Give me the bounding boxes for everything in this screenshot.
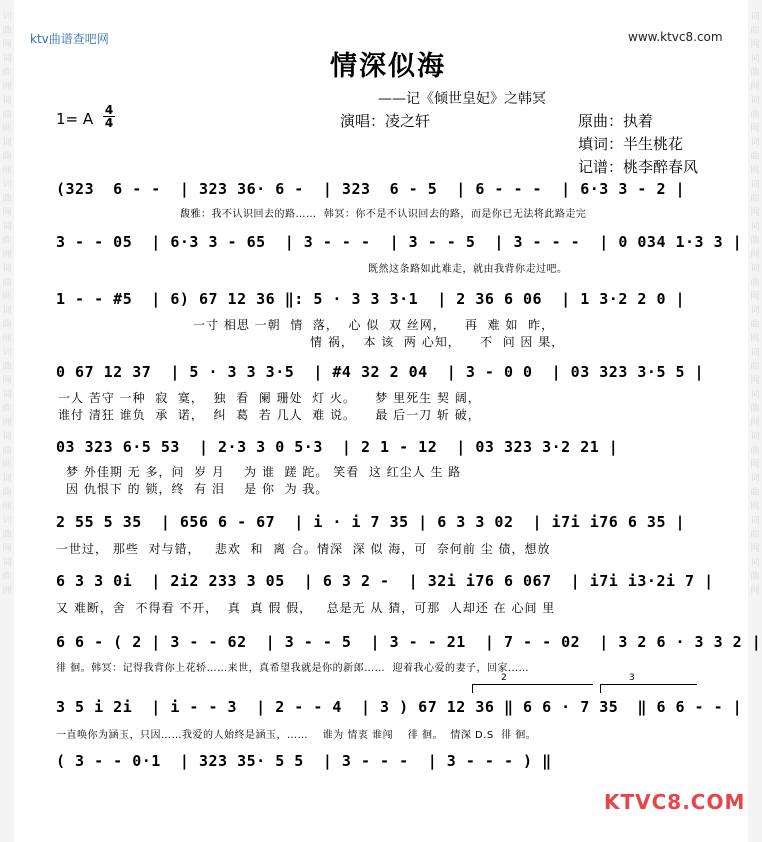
notation-row-2: 3 - - 05 | 6·3 3 - 65 | 3 - - - | 3 - - 5 | 3 - - - | 0 034 1·3 3 |: [56, 233, 743, 251]
time-signature-top: 4: [104, 103, 114, 117]
notation-row-3: 1 - - #5 | 6) 67 12 36 ‖: 5 · 3 3 3·1 | 2 36 6 06 | 1 3·2 2 0 |: [56, 290, 686, 308]
singer-credit: 演唱：凌之轩: [340, 112, 431, 130]
lyric-row-8-line-1: 徘 徊。韩冥：记得我背你上花轿……来世，真希望我就是你的新郎…… 迎着我心爱的妻子，回家……: [56, 663, 530, 674]
notation-row-9: 3 5 i 2i | i - - 3 | 2 - - 4 | 3 ) 67 12 36 ‖ 6 6 · 7 35 ‖ 6 6 - - |: [56, 698, 743, 716]
notation-row-10: ( 3 - - 0·1 | 323 35· 5 5 | 3 - - - | 3 - - - ) ‖: [56, 752, 552, 770]
lyric-row-1-line-1: 馥雅：我不认识回去的路…… 韩冥：你不是不认识回去的路，而是你已无法将此路走完: [180, 209, 587, 220]
lyric-row-5-line-1: 梦 外佳期 无 多，问 岁 月 为 谁 蹉 跎。 笑看 这 红尘人 生 路: [66, 465, 462, 479]
volta-first-label: 2: [501, 673, 507, 683]
lyric-row-9-line-1: 一直唤你为涵玉，只因……我爱的人始终是涵玉，…… 谁为 情衷 谁闯 徘 徊。 情深 D.S 徘 徊。: [56, 730, 537, 741]
song-title: 情深似海: [330, 51, 446, 82]
notation-row-4: 0 67 12 37 | 5 · 3 3 3·5 | #4 32 2 04 | 3 - 0 0 | 03 323 3·5 5 |: [56, 363, 705, 381]
lyric-row-4-line-2: 谁付 清狂 谁负 承 诺， 纠 葛 若 几人 难 说。 最 后一刀 斩 破，: [58, 408, 481, 422]
notation-row-1: (323 6 - - | 323 36· 6 - | 323 6 - 5 | 6 - - - | 6·3 3 - 2 |: [56, 180, 686, 198]
lyric-row-4-line-1: 一人 苦守 一种 寂 寞， 独 看 阑 珊处 灯 火。 梦 里死生 契 阔，: [58, 391, 481, 405]
site-logo[interactable]: [604, 790, 745, 814]
volta-bracket-second: [600, 673, 697, 693]
time-signature-bottom: 4: [104, 116, 114, 130]
volta-second-label: 3: [629, 673, 635, 683]
song-subtitle: ——记《倾世皇妃》之韩冥: [378, 91, 546, 107]
notation-row-7: 6 3 3 0i | 2i2 233 3 05 | 6 3 2 - | 32i i76 6 067 | i7i i3·2i 7 |: [56, 572, 714, 590]
key-signature: 1= A: [56, 110, 94, 128]
site-url-right[interactable]: www.ktvc8.com: [628, 30, 723, 44]
watermark-left-text: 词 曲 网 词 曲 网 词 曲 网 词 曲 网 词 曲 网 词 曲 网 词 曲 网 词 曲 网 词 曲 网 词 曲 网 词 曲 网 词 曲 网 词 曲 网 词 曲 网: [2, 12, 12, 596]
lyric-row-5-line-2: 因 仇恨下 的 锁，终 有 泪 是 你 为 我。: [66, 482, 329, 496]
lyric-row-3-line-1: 一寸 相思 一朝 情 落， 心 似 双 丝网， 再 难 如 昨，: [193, 318, 555, 332]
site-logo-text: KTVC8.COM: [604, 790, 746, 814]
lyric-row-7-line-1: 又 难断，舍 不得看 不开， 真 真 假 假， 总是无 从 猜，可那 人却还 在 心间 里: [56, 601, 556, 615]
lyric-row-3-line-2: 情 祸， 本 该 两 心知， 不 问 因 果，: [310, 335, 565, 349]
notation-row-6: 2 55 5 35 | 656 6 - 67 | i · i 7 35 | 6 3 3 02 | i7i i76 6 35 |: [56, 513, 686, 531]
transcriber-credit: 记谱：桃李醉春风: [578, 158, 699, 176]
volta-bracket-first: [472, 673, 593, 693]
time-signature: [103, 104, 115, 129]
lyric-row-6-line-1: 一世过， 那些 对与错， 悲欢 和 离 合。情深 深 似 海，可 奈何前 尘 债，想放: [56, 542, 551, 556]
notation-row-5: 03 323 6·5 53 | 2·3 3 0 5·3 | 2 1 - 12 | 03 323 3·2 21 |: [56, 438, 619, 456]
watermark-right-text: 词 曲 网 词 曲 网 词 曲 网 词 曲 网 词 曲 网 词 曲 网 词 曲 网 词 曲 网 词 曲 网 词 曲 网 词 曲 网 词 曲 网 词 曲 网 词 曲 网: [750, 12, 760, 596]
original-credit: 原曲：执着: [578, 112, 654, 130]
lyricist-credit: 填词：半生桃花: [578, 135, 684, 153]
site-name-left[interactable]: ktv曲谱查吧网: [30, 32, 109, 46]
lyric-row-2-line-1: 既然这条路如此难走，就由我背你走过吧。: [368, 264, 568, 275]
notation-row-8: 6 6 - ( 2 | 3 - - 62 | 3 - - 5 | 3 - - 21 | 7 - - 02 | 3 2 6 · 3 3 2 |: [56, 633, 762, 651]
